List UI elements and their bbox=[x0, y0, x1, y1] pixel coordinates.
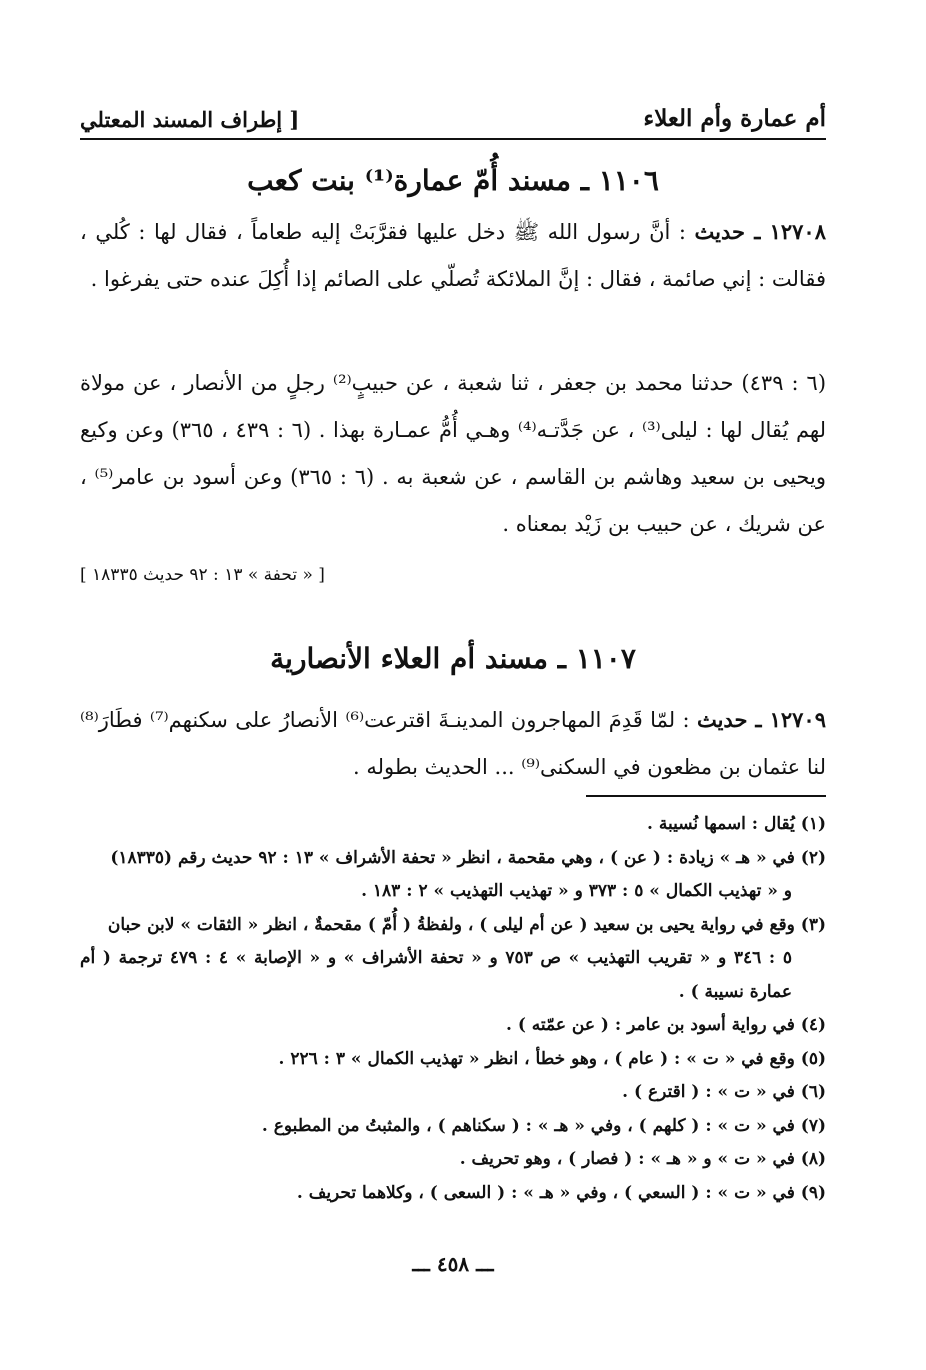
footnote-3-continuation: ٥ : ٣٤٦ و « تقريب التهذيب » ص ٧٥٣ و « تحفة الأشراف » و « الإصابة » ٤ : ٤٧٩ ترجمة ( أم عمارة نسيبة ) . bbox=[80, 948, 792, 1002]
footnote-5: (٥) وقع في « ت » : ( عام ) ، وهو خطأ ، انظر « تهذيب الكمال » ٣ : ٢٢٦ . bbox=[278, 1048, 826, 1069]
footnote-7: (٧) في « ت » : ( كلهم ) ، وفي « هـ » : ( سكناهم ) ، والمثبتُ من المطبوع . bbox=[261, 1115, 826, 1136]
header-chapter-title: أم عمارة وأم العلاء bbox=[643, 105, 826, 132]
header-book-title: [ إطراف المسند المعتلي bbox=[80, 107, 300, 132]
footnote-2-continuation: و « تهذيب الكمال » ٥ : ٣٧٣ و « تهذيب التهذيب » ٢ : ١٨٣ . bbox=[361, 881, 792, 901]
hadith-number: ١٢٧٠٩ ـ حديث bbox=[696, 707, 826, 732]
section-title-1106: ١١٠٦ ـ مسند أُمّ عمارة⁽¹⁾ بنت كعب bbox=[247, 164, 659, 197]
footnote-separator bbox=[586, 795, 826, 797]
footnote-1: (١) يُقال : اسمها نُسيبة . bbox=[647, 814, 826, 834]
footnote-6: (٦) في « ت » : ( اقترع ) . bbox=[622, 1082, 826, 1102]
hadith-text: : لمّا قَدِمَ المهاجرون المدينـةَ اقترعت⁽⁶⁾ الأنصارُ على سكنهم⁽⁷⁾ فطَارَ⁽⁸⁾ لنا عثمان بن مظعون في السكنى⁽⁹⁾ ... الحديث بطوله . bbox=[80, 708, 826, 779]
section-title-1107: ١١٠٧ ـ مسند أم العلاء الأنصارية bbox=[270, 642, 636, 675]
footnotes bbox=[80, 808, 826, 1210]
footnote-3: (٣) وقع في رواية يحيى بن سعيد ( عن أم ليلى ) ، ولفظةُ ( أُمّ ) مقحمةٌ ، انظر « الثقات » لابن حبان bbox=[107, 914, 826, 935]
footnote-8: (٨) في « ت » و « هـ » : ( فصار ) ، وهو تحريف . bbox=[459, 1149, 826, 1169]
hadith-text: : أنَّ رسول الله ﷺ دخل عليها فقرَّبَتْ إليه طعاماً ، فقال لها : كُلي ، فقالت : إني صائمة ، فقال : إنَّ الملائكة تُصلّي على الصائم إذا أُكِلَ عنده حتى يفرغوا . bbox=[80, 220, 826, 291]
hadith-12708 bbox=[80, 208, 826, 303]
footnote-9: (٩) في « ت » : ( السعي ) ، وفي « هـ » : ( السعى ) ، وكلاهما تحريف . bbox=[296, 1182, 826, 1203]
tuhfa-reference: [ « تحفة » ١٣ : ٩٢ حديث ١٨٣٣٥ ] bbox=[80, 565, 325, 585]
footnote-4: (٤) في رواية أسود بن عامر : ( عن عمّته ) . bbox=[506, 1015, 826, 1035]
isnad-paragraph: (٦ : ٤٣٩) حدثنا محمد بن جعفر ، ثنا شعبة ، عن حبيبٍ⁽²⁾ رجلٍ من الأنصار ، عن مولاة لهم يُقال لها : ليلى⁽³⁾ ، عن جَدَّتـه⁽⁴⁾ وهـي أُمُّ عمـارة بهذا . (٦ : ٤٣٩ ، ٣٦٥) وعن وكيع ويحيى بن سعيد وهاشم بن القاسم ، عن شعبة به . (٦ : ٣٦٥) وعن أسود بن عامر⁽⁵⁾ ، عن شريك ، عن حبيب بن زَيْد بمعناه . bbox=[80, 371, 827, 536]
hadith-12709 bbox=[80, 696, 826, 791]
hadith-number: ١٢٧٠٨ ـ حديث bbox=[694, 219, 826, 244]
footnote-2: (٢) في « هـ » زيادة : ( عن ) ، وهي مقحمة ، انظر « تحفة الأشراف » ١٣ : ٩٢ حديث رقم (١٨٣٣٥) bbox=[110, 847, 826, 868]
page-number: ـــ ٤٥٨ ـــ bbox=[412, 1252, 494, 1276]
running-header bbox=[80, 98, 826, 140]
